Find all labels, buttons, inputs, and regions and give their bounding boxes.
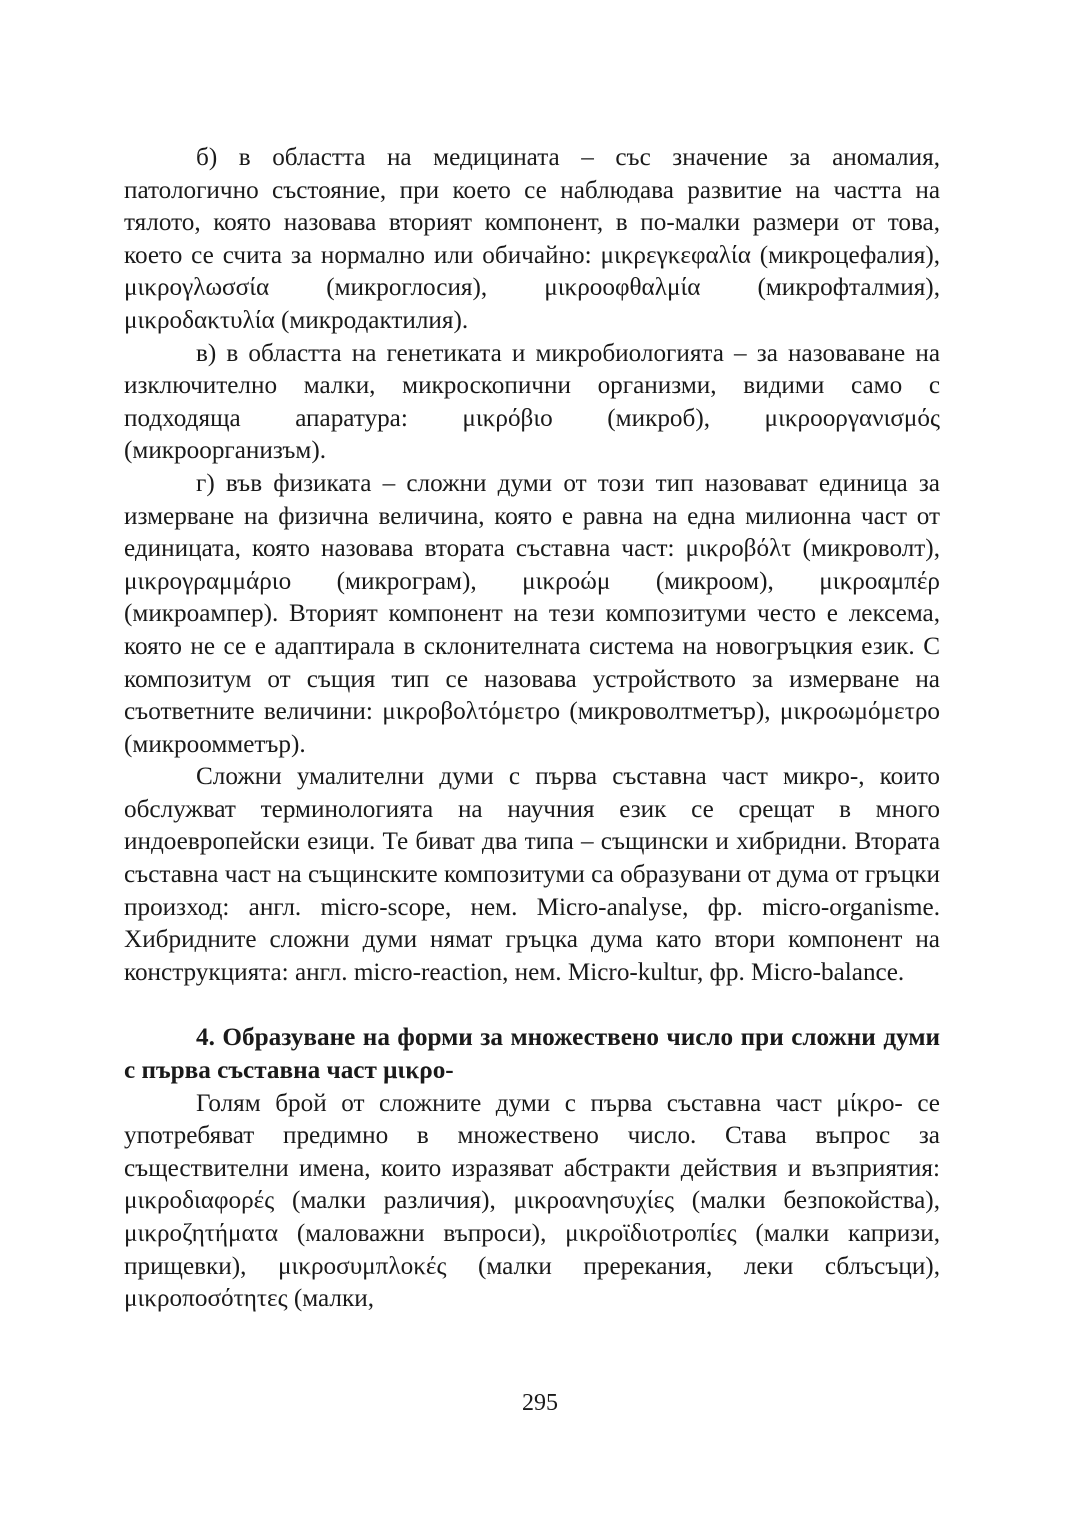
paragraph-indo-european: Сложни умалителни думи с първа съставна част микро-, които обслужват терминологията на научния език се срещат в много индоевропейски езици. Те биват два типа – същински и хибридни. Втората съставна част на същинските композитуми са образувани от дума от гръцки произход: англ. micro-scope, нем. Micro-analyse, фр. micro-organisme. Хибридните сложни думи нямат гръцка дума като втори компонент на конструкцията: англ. micro-reaction, нем. Micro-kultur, фр. Micro-balance. xyxy=(124,763,940,986)
page-body xyxy=(124,142,940,1316)
paragraph-physics: г) във физиката – сложни думи от този тип назовават единица за измерване на физична величина, която е равна на една милионна част от единицата, която назовава втората съставна част: μικροβόλτ (микроволт), μικρογραμμάριο (микрограм), μικροώμ (микроом), μικροαμπέρ (микроампер). Вторият компонент на тези композитуми често е лексема, която не се е адаптирала в склонителната система на новогръцкия език. С композитум от същия тип се назовава устройството за измерване на съответните величини: μικροβολτόμετρο (микроволтметър), μικροωμόμετρο (микроомметър). xyxy=(124,469,940,758)
page-number: 295 xyxy=(522,1390,558,1416)
paragraph-genetics: в) в областта на генетиката и микробиологията – за назоваване на изключително малки, микроскопични организми, видими само с подходяща апаратура: μικρόβιο (микроб), μικροοργανισμός (микроорганизъм). xyxy=(124,339,940,465)
section-heading: 4. Образуване на форми за множествено число при сложни думи с първа съставна част μικρο- xyxy=(124,1024,940,1085)
paragraph-plural-forms: Голям брой от сложните думи с първа съставна част μίκρο- се употребяват предимно в множествено число. Става въпрос за съществителни имена, които изразяват абстракти действия и възприятия: μικροδιαφορές (малки различия), μικροανησυχίες (малки безпокойства), μικροζητήματα (маловажни въпроси), μικροϊδιοτροπίες (малки капризи, прищевки), μικροσυμπλοκές (малки пререкания, леки сблъсъци), μικροποσότητες (малки, xyxy=(124,1089,940,1313)
paragraph-medicine: б) в областта на медицината – със значение за аномалия, патологично състояние, при което се наблюдава развитие на частта на тялото, която назовава вторият компонент, в по-малки размери от това, което се счита за нормално или обичайно: μικρεγκεφαλία (микроцефалия), μικρογλωσσία (микроглосия), μικροοφθαλμία (микрофталмия), μικροδακτυλία (микродактилия). xyxy=(124,144,940,334)
